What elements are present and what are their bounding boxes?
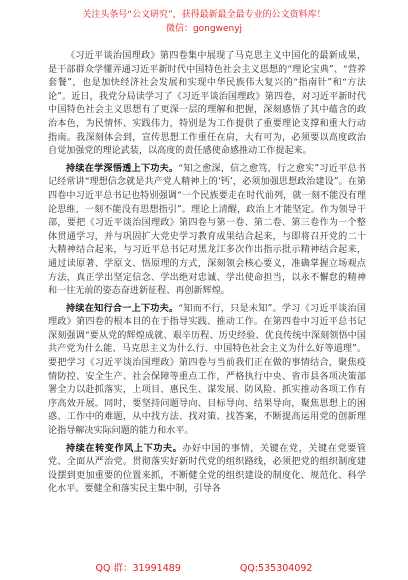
header-promo-text: 关注头条号“公文研究”，获得最新最全最专业的公文资料库！ [82,10,326,20]
header-wechat-text: 微信：gongwenyj [165,24,243,34]
watermark-footer [0,560,408,574]
paragraph-text: “知而不行，只是未知”。学习《习近平谈治国理政》第四卷的根本目的在于指导实践、推动工作。在第四卷中习近平总书记深刻强调“要从党的辉煌成就、艰辛历程、历史经验、优良传统中深刻领悟中国共产党为什么能、马克思主义为什么行、中国特色社会主义为什么好等道理”。要把学习《习近平谈治国理政》第四卷与当前我们正在做的事情结合，聚焦疫情防控、安全生产、社会保障等重点工作，严格执行中央、省市县各项决策部署全力以赴抓落实，上项目、惠民生、谋发展、防风险、抓实推动各项工作有序高效开展。同时，要坚持问题导向、目标导向、结果导向，聚焦思想上的困惑、工作中的难题，从中找方法、找对策、找答案，不断提高运用党的创新理论指导解决实际问题的能力和水平。 [48,303,366,437]
paragraph-lead: 持续在学深悟透上下功夫。 [66,162,179,174]
paragraph-intro [48,49,366,159]
paragraph-text: 《习近平谈治国理政》第四卷集中展现了马克思主义中国化的最新成果，是干部群众学懂弄通习近平新时代中国特色社会主义思想的“理论宝典”、“营养套餐”，也是加快经济社会发展和实现中华民族伟大复兴的“指南针”和“方法论”。近日，我党分局读学习了《习近平谈治国理政》第四卷，对习近平新时代中国特色社会主义思想有了更深一层的理解和把握，深刻感悟了其中蕴含的政治本色，为民情怀、实践伟力，特别是为工作提供了重要理论支撑和重大行动指南。我深刻体会到，宣传思想工作重任在肩，大有可为，必须要以高度政治自觉加强党的理论武装，以高度的责任感使命感推动工作提起来。 [48,51,366,157]
paragraph-lead: 持续在转变作风上下功夫。 [66,442,183,454]
paragraph-practice [48,302,366,439]
paragraph-study [48,162,366,299]
paragraph-text: 办好中国的事情，关键在党，关键在党要管党、全面从严治党。贯彻落实好新时代党的组织路线，必须把党的组织制度建设摆到更加重要的位置来抓，不断健全党的组织建设的制度化、规范化、科学化水平。要健全和落实民主集中制，引导各 [48,443,366,495]
paragraph-text: “知之愈深，信之愈笃，行之愈实”习近平总书记经常讲“理想信念就是共产党人精神上的‘钙’，必须加强思想政治建设”。在第四卷中习近平总书记也特别强调“一个民族要走在时代前列，就一刻不能没有理论思维，一刻不能没有思想指引”。理论上清醒，政治上才能坚定。作为领导干部，要把《习近平谈治国理政》第四卷与第一卷、第二卷、第三卷作为一个整体贯通学习，并与巩固扩大党史学习教育成果结合起来，与即将召开党的二十大精神结合起来，与习近平总书记对黑龙江多次作出指示批示精神结合起来，通过读原著、学原文、悟原理的方式，深刻领会核心要义，准确掌握立场观点方法，真正学出坚定信念、学出绝对忠诚、学出使命担当，以永不懈怠的精神和一往无前的姿态奋进新征程、再创新辉煌。 [48,163,366,297]
footer-qq-number: QQ:535304092 [239,563,313,574]
document-body [48,49,366,500]
paragraph-style [48,442,366,497]
watermark-header [0,0,408,40]
paragraph-lead: 持续在知行合一上下功夫。 [66,302,179,314]
footer-qq-group: QQ 群：31991489 [95,563,181,574]
